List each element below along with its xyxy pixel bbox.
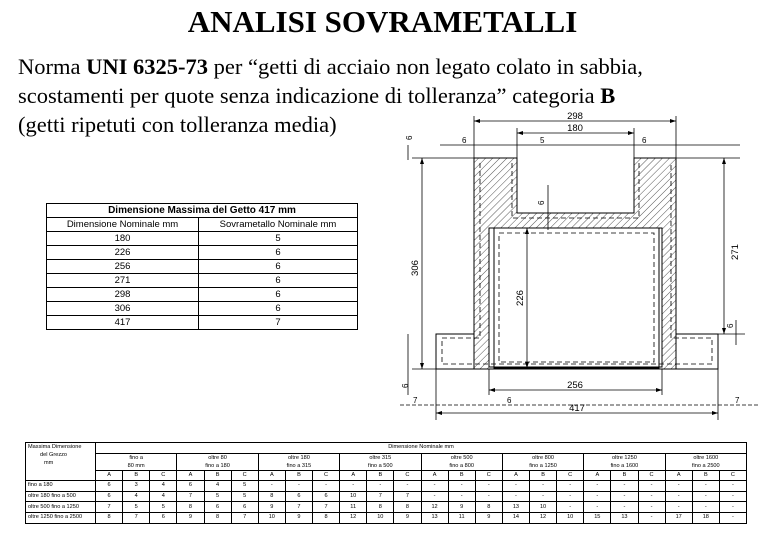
table-cell: 6: [96, 481, 123, 492]
table-cell: -: [530, 481, 557, 492]
cell-dim: 306: [47, 302, 199, 316]
table-cell: -: [448, 481, 475, 492]
range-header: [258, 453, 339, 470]
table-cell: 6: [150, 512, 177, 523]
table-cell: 5: [150, 502, 177, 513]
table-cell: 6: [231, 502, 258, 513]
abc-header: C: [719, 470, 746, 481]
table-cell: -: [475, 481, 502, 492]
range-header: [421, 453, 502, 470]
cell-sov: 6: [199, 302, 358, 316]
range-header: [502, 453, 583, 470]
cell-sov: 6: [199, 288, 358, 302]
cell-dim: 298: [47, 288, 199, 302]
dim-label-298: 298: [567, 111, 583, 122]
table-cell: 13: [611, 512, 638, 523]
row-label: oltre 1250 fino a 2500: [26, 512, 96, 523]
table-cell: -: [665, 481, 692, 492]
range-from: fino a: [129, 454, 144, 461]
row-label: fino a 180: [26, 481, 96, 492]
abc-header: C: [231, 470, 258, 481]
range-from: oltre 1250: [611, 454, 637, 461]
page-title: ANALISI SOVRAMETALLI: [187, 4, 578, 39]
table-cell: 9: [394, 512, 421, 523]
table-cell: 4: [150, 481, 177, 492]
table-cell: 6: [313, 491, 340, 502]
table-cell: -: [719, 481, 746, 492]
cell-sov: 6: [199, 246, 358, 260]
abc-header: B: [367, 470, 394, 481]
abc-header: A: [502, 470, 529, 481]
table-cell: 9: [285, 512, 312, 523]
abc-header: C: [394, 470, 421, 481]
norm-text: Norma: [18, 54, 87, 79]
table-cell: -: [719, 512, 746, 523]
corner-line: del Grezzo: [40, 452, 68, 458]
range-header: [340, 453, 421, 470]
range-to: fino a 1600: [610, 462, 639, 469]
table-cell: -: [584, 481, 611, 492]
table-cell: 8: [204, 512, 231, 523]
cell-sov: 6: [199, 274, 358, 288]
table-cell: 10: [557, 512, 584, 523]
table-row: [26, 502, 747, 513]
range-header: [96, 453, 177, 470]
table-cell: -: [530, 491, 557, 502]
table-cell: -: [719, 491, 746, 502]
abc-header: A: [584, 470, 611, 481]
abc-header: B: [285, 470, 312, 481]
abc-header: B: [123, 470, 150, 481]
cell-dim: 271: [47, 274, 199, 288]
abc-header: C: [313, 470, 340, 481]
range-from: oltre 800: [532, 454, 554, 461]
abc-header: B: [692, 470, 719, 481]
table-cell: -: [502, 481, 529, 492]
table-cell: 10: [340, 491, 367, 502]
range-to: 80 mm: [127, 462, 145, 469]
dim-label-306: 306: [410, 260, 421, 276]
table-cell: 4: [123, 491, 150, 502]
table-cell: 9: [448, 502, 475, 513]
row-label: oltre 180 fino a 500: [26, 491, 96, 502]
table-cell: 8: [313, 512, 340, 523]
table-cell: 11: [340, 502, 367, 513]
range-to: fino a 500: [368, 462, 393, 469]
table-cell: -: [692, 481, 719, 492]
col-dimensione: Dimensione Nominale mm: [47, 218, 199, 232]
table-cell: 9: [177, 512, 204, 523]
table-cell: -: [448, 491, 475, 502]
table-cell: 12: [421, 502, 448, 513]
table-cell: 8: [394, 502, 421, 513]
range-to: fino a 315: [286, 462, 312, 469]
tolerance-table: [25, 442, 747, 524]
table-cell: 10: [258, 512, 285, 523]
table-cell: 10: [530, 502, 557, 513]
abc-header: A: [96, 470, 123, 481]
table-cell: 3: [123, 481, 150, 492]
dim-label-226: 226: [515, 290, 526, 306]
table-cell: -: [638, 491, 665, 502]
table-cell: 9: [258, 502, 285, 513]
norm-text: per “getti di acciaio non legato colato in sabbia,: [207, 54, 643, 79]
table-cell: 5: [231, 481, 258, 492]
table-row: [26, 512, 747, 523]
cell-sov: 6: [199, 260, 358, 274]
table-cell: -: [367, 481, 394, 492]
table-cell: -: [313, 481, 340, 492]
table-cell: 7: [123, 512, 150, 523]
abc-header: C: [557, 470, 584, 481]
dim-label-7: 7: [413, 396, 418, 405]
range-header: [665, 453, 746, 470]
table-cell: -: [584, 491, 611, 502]
table-cell: 17: [665, 512, 692, 523]
table-cell: 6: [204, 502, 231, 513]
table-cell: 8: [177, 502, 204, 513]
cell-sov: 7: [199, 316, 358, 330]
table-cell: -: [611, 491, 638, 502]
table-cell: -: [475, 491, 502, 502]
dim-label-417: 417: [569, 403, 585, 414]
table-cell: 8: [475, 502, 502, 513]
machined-profile-top: [512, 163, 639, 218]
abc-header: B: [448, 470, 475, 481]
table-cell: -: [692, 491, 719, 502]
table-cell: 7: [177, 491, 204, 502]
corner-line: mm: [44, 460, 54, 466]
table-cell: 18: [692, 512, 719, 523]
abc-header: B: [611, 470, 638, 481]
cell-dim: 180: [47, 232, 199, 246]
dim-label-6: 6: [462, 136, 467, 145]
abc-header: A: [421, 470, 448, 481]
table-cell: 7: [231, 512, 258, 523]
range-from: oltre 80: [208, 454, 227, 461]
range-to: fino a 1250: [529, 462, 557, 469]
cell-dim: 226: [47, 246, 199, 260]
table-cell: 5: [231, 491, 258, 502]
table-cell: -: [557, 502, 584, 513]
table-cell: 13: [421, 512, 448, 523]
range-header: [177, 453, 258, 470]
section-hatch: [474, 158, 676, 369]
abc-header: C: [475, 470, 502, 481]
table-cell: 7: [285, 502, 312, 513]
table-cell: -: [611, 481, 638, 492]
abc-header: A: [177, 470, 204, 481]
dim-label-5: 5: [540, 136, 545, 145]
table-cell: -: [394, 481, 421, 492]
table-cell: -: [638, 481, 665, 492]
cell-dim: 417: [47, 316, 199, 330]
table-cell: -: [719, 502, 746, 513]
table-row: [26, 481, 747, 492]
range-from: oltre 1600: [693, 454, 719, 461]
abc-header: A: [258, 470, 285, 481]
table-cell: 8: [96, 512, 123, 523]
table-cell: -: [421, 481, 448, 492]
dim-label-6: 6: [537, 200, 546, 205]
table-cell: 7: [367, 491, 394, 502]
table-cell: 7: [313, 502, 340, 513]
dim-label-6: 6: [401, 383, 410, 388]
table-cell: 5: [123, 502, 150, 513]
table-cell: 7: [394, 491, 421, 502]
table-cell: 4: [150, 491, 177, 502]
table-cell: -: [611, 502, 638, 513]
table-cell: 12: [530, 512, 557, 523]
dim-label-7: 7: [735, 396, 740, 405]
range-to: fino a 800: [449, 462, 474, 469]
abc-header: A: [665, 470, 692, 481]
table-cell: -: [638, 512, 665, 523]
table-cell: 5: [204, 491, 231, 502]
row-label: oltre 500 fino a 1250: [26, 502, 96, 513]
table-cell: -: [285, 481, 312, 492]
table-cell: -: [638, 502, 665, 513]
dim-label-271: 271: [730, 244, 741, 260]
table-cell: -: [258, 481, 285, 492]
abc-header: A: [340, 470, 367, 481]
dimension-table-title: Dimensione Massima del Getto 417 mm: [47, 204, 358, 218]
cell-sov: 5: [199, 232, 358, 246]
table-cell: -: [665, 491, 692, 502]
table-cell: -: [421, 491, 448, 502]
table-cell: 8: [367, 502, 394, 513]
dim-label-256: 256: [567, 380, 583, 391]
corner-line: Massima Dimensione: [28, 444, 82, 450]
range-from: oltre 315: [369, 454, 392, 461]
table-cell: 15: [584, 512, 611, 523]
range-to: fino a 2500: [691, 462, 720, 469]
abc-header: B: [204, 470, 231, 481]
cell-dim: 256: [47, 260, 199, 274]
abc-header: B: [530, 470, 557, 481]
dim-label-6: 6: [642, 136, 647, 145]
abc-header: C: [150, 470, 177, 481]
dim-label-6: 6: [405, 135, 414, 140]
table-cell: 8: [258, 491, 285, 502]
norm-text: scostamenti per quote senza indicazione di tolleranza” categoria: [18, 83, 601, 108]
dim-label-180: 180: [567, 123, 583, 134]
table-cell: -: [584, 502, 611, 513]
table-cell: 12: [340, 512, 367, 523]
table-cell: 14: [502, 512, 529, 523]
table-cell: 13: [502, 502, 529, 513]
corner-header: [26, 443, 96, 481]
range-from: oltre 180: [288, 454, 310, 461]
table-cell: -: [692, 502, 719, 513]
table-row: [26, 491, 747, 502]
range-to: fino a 180: [205, 462, 230, 469]
norm-text: (getti ripetuti con tolleranza media): [18, 112, 337, 137]
table-cell: -: [557, 491, 584, 502]
table-cell: 6: [177, 481, 204, 492]
col-sovrametallo: Sovrametallo Nominale mm: [199, 218, 358, 232]
table-cell: -: [340, 481, 367, 492]
dim-label-6: 6: [507, 396, 512, 405]
table-cell: 4: [204, 481, 231, 492]
range-header: [584, 453, 665, 470]
table-cell: 7: [96, 502, 123, 513]
table-cell: 6: [285, 491, 312, 502]
table-cell: -: [557, 481, 584, 492]
abc-header: C: [638, 470, 665, 481]
table-cell: 9: [475, 512, 502, 523]
norm-code: UNI 6325-73: [86, 54, 208, 79]
table-cell: 11: [448, 512, 475, 523]
table-cell: 10: [367, 512, 394, 523]
table-cell: -: [502, 491, 529, 502]
table-cell: -: [665, 502, 692, 513]
table-cell: 6: [96, 491, 123, 502]
dim-label-6: 6: [726, 323, 735, 328]
norm-category: B: [600, 83, 616, 108]
table-header: Dimensione Nominale mm: [96, 443, 747, 454]
range-from: oltre 500: [450, 454, 473, 461]
